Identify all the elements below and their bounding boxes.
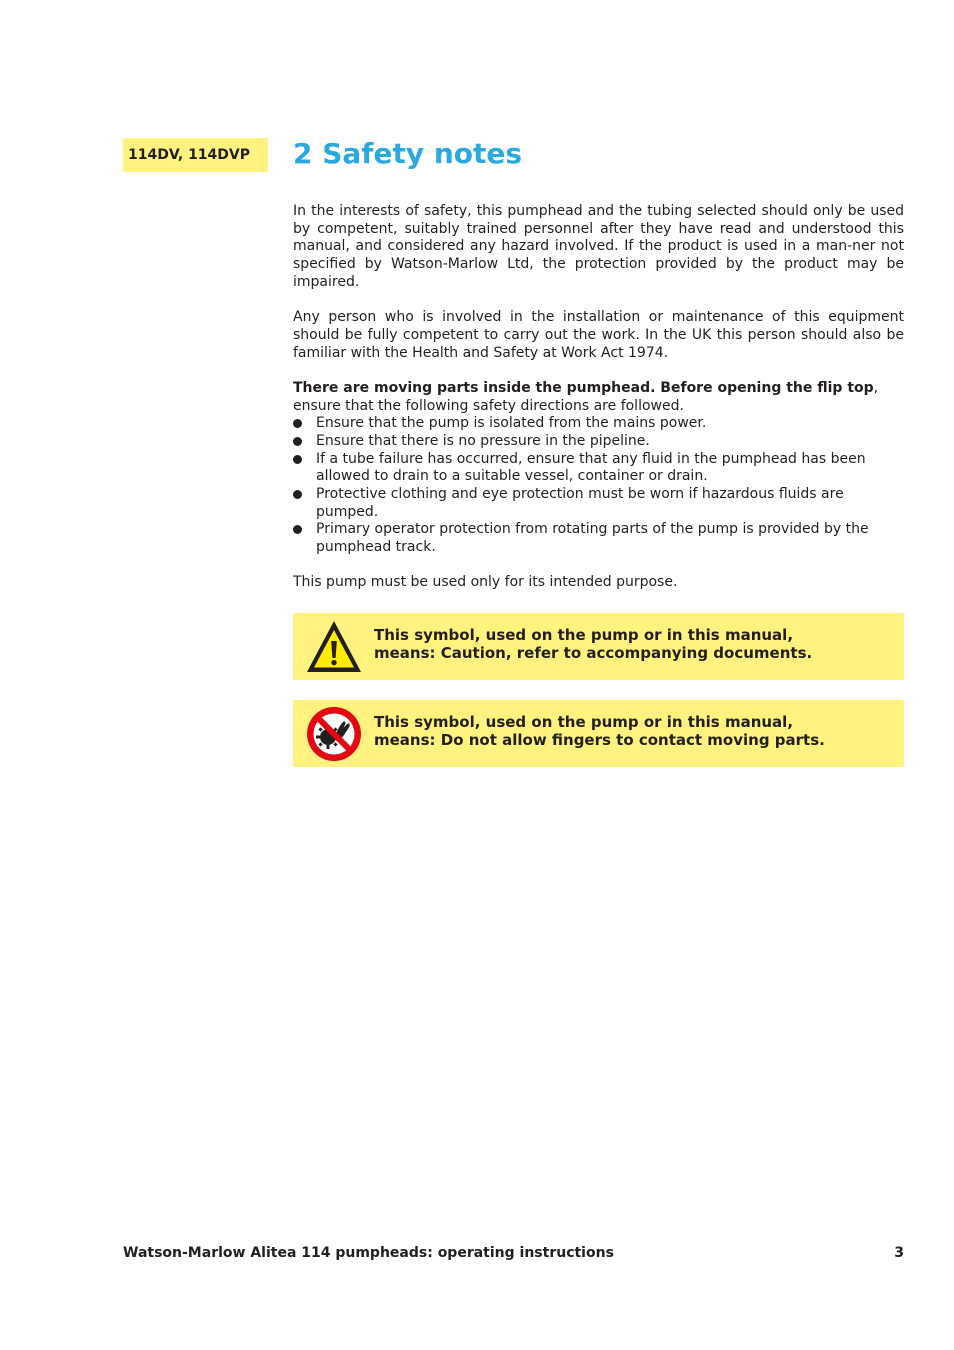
paragraph-intended-purpose: This pump must be used only for its intended purpose. bbox=[293, 574, 678, 591]
bullet-icon bbox=[293, 419, 302, 428]
notice-line: This symbol, used on the pump or in this manual, bbox=[374, 713, 794, 731]
bullet-icon bbox=[293, 455, 302, 464]
page-footer bbox=[123, 1243, 904, 1263]
list-item bbox=[293, 415, 904, 433]
list-item-text: Ensure that there is no pressure in the pipeline. bbox=[316, 432, 650, 449]
paragraph-intro: In the interests of safety, this pumphead and the tubing selected should only be used by competent, suitably trained personnel after they have read and understood this manual, and considered any hazard involved. If the product is used in a man-ner not specified by Watson-Marlow Ltd, the protection provided by the product may be impaired. bbox=[293, 203, 904, 290]
moving-parts-rest: , ensure that the following safety directions are followed. bbox=[293, 379, 879, 414]
page-number: 3 bbox=[894, 1245, 904, 1261]
list-item bbox=[293, 433, 904, 451]
list-item-text: Ensure that the pump is isolated from the mains power. bbox=[316, 415, 707, 432]
list-item bbox=[293, 451, 904, 486]
model-tag: 114DV, 114DVP bbox=[123, 138, 268, 172]
caution-notice-text bbox=[374, 627, 894, 662]
list-item-text: If a tube failure has occurred, ensure that any fluid in the pumphead has been allowed to drain to a suitable vessel, container or drain. bbox=[316, 450, 866, 485]
notice-line: means: Caution, refer to accompanying documents. bbox=[374, 643, 813, 662]
notice-line: This symbol, used on the pump or in this manual, bbox=[374, 626, 794, 644]
notice-line: means: Do not allow fingers to contact moving parts. bbox=[374, 730, 825, 749]
safety-content bbox=[293, 203, 904, 610]
list-item bbox=[293, 486, 904, 521]
paragraph-moving-parts bbox=[293, 380, 904, 415]
safety-directions-list bbox=[293, 415, 904, 557]
list-item bbox=[293, 521, 904, 556]
bullet-icon bbox=[293, 525, 302, 534]
no-fingers-moving-parts-icon bbox=[306, 706, 362, 762]
caution-notice bbox=[293, 613, 904, 680]
footer-title: Watson-Marlow Alitea 114 pumpheads: operating instructions bbox=[123, 1245, 614, 1261]
bullet-icon bbox=[293, 437, 302, 446]
moving-parts-notice bbox=[293, 700, 904, 767]
moving-parts-notice-text bbox=[374, 714, 894, 749]
bullet-icon bbox=[293, 490, 302, 499]
paragraph-competence: Any person who is involved in the installation or maintenance of this equipment should be fully competent to carry out the work. In the UK this person should also be familiar with the Health and Safety at Work Act 1974. bbox=[293, 309, 904, 361]
moving-parts-warning: There are moving parts inside the pumphead. Before opening the flip top bbox=[293, 379, 874, 396]
caution-triangle-icon bbox=[306, 619, 362, 675]
page-title: 2 Safety notes bbox=[293, 137, 523, 170]
list-item-text: Primary operator protection from rotating parts of the pump is provided by the pumphead track. bbox=[316, 521, 869, 556]
list-item-text: Protective clothing and eye protection must be worn if hazardous fluids are pumped. bbox=[316, 486, 844, 520]
